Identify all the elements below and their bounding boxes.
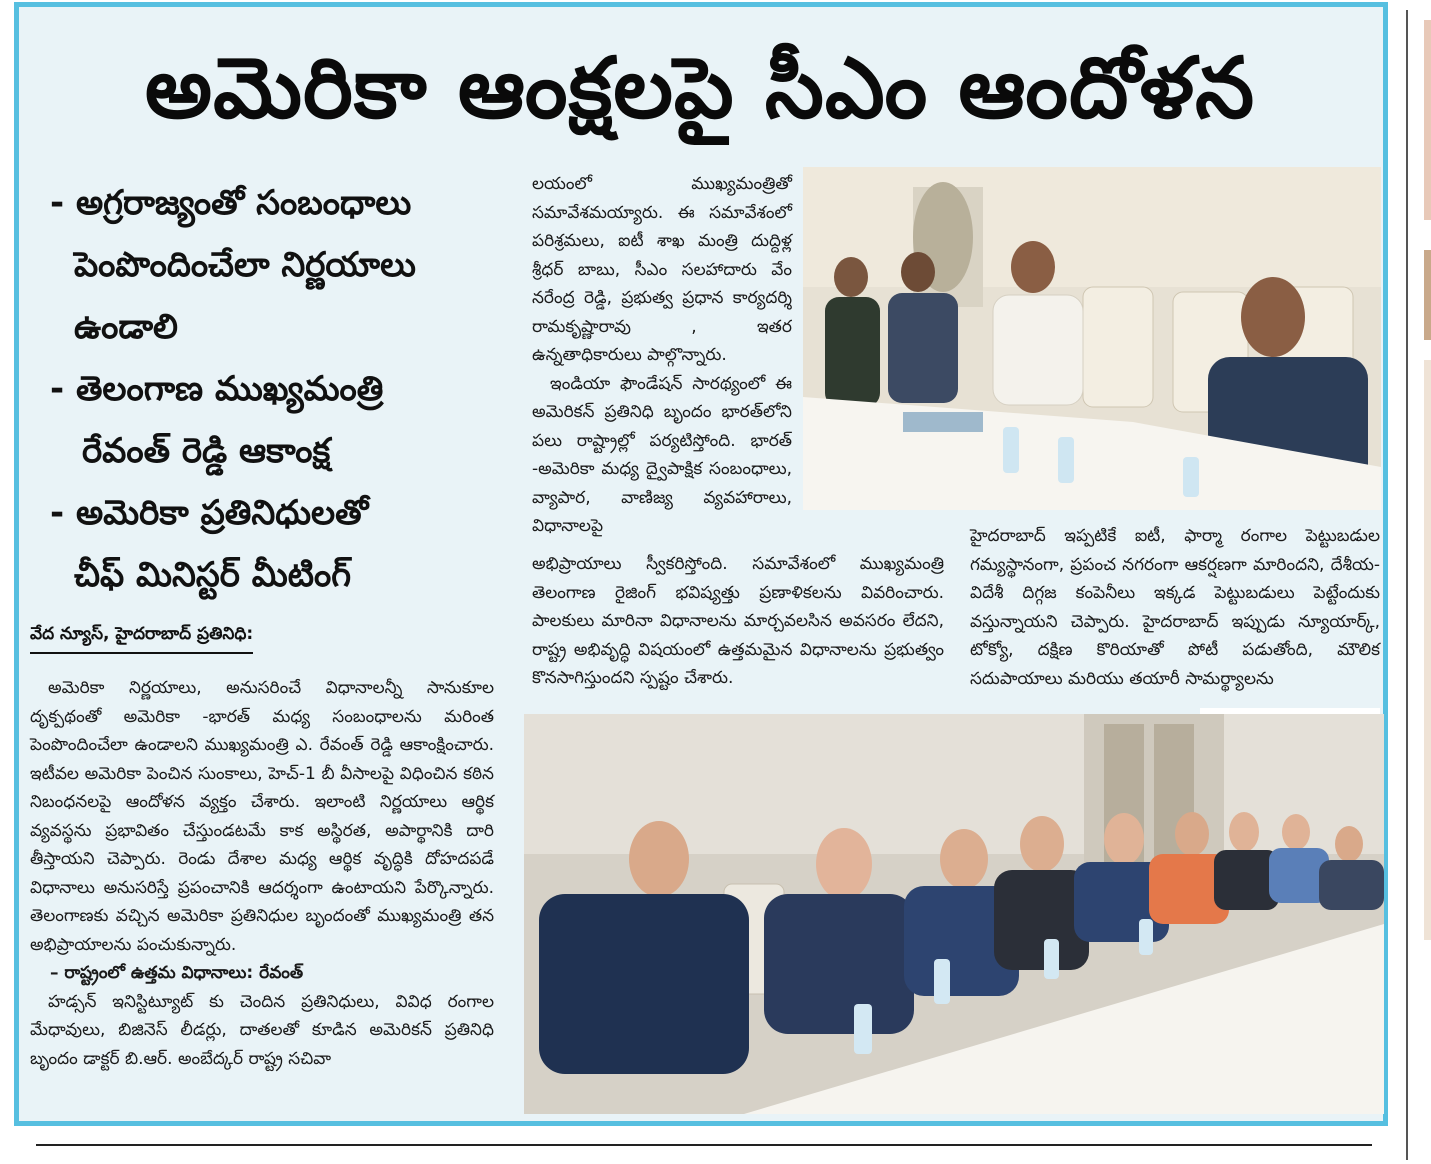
- adjacent-page-strip-3: [1424, 360, 1431, 940]
- highlight-3-line-2: చీఫ్ మినిస్టర్ మీటింగ్: [74, 555, 352, 595]
- adjacent-page-strip-1: [1424, 20, 1431, 220]
- middle-paragraph-1: లయంలో ముఖ్యమంత్రితో సమావేశమయ్యారు. ఈ సమావేశంలో పరిశ్రమలు, ఐటీ శాఖ మంత్రి దుద్దిళ్ల శ్రీధర్ బాబు, సీఎం సలహాదారు వేం నరేంద్ర రెడ్డి, ప్రభుత్వ ప్రధాన కార్యదర్శి రామకృష్ణారావు , ఇతర ఉన్నతాధికారులు పాల్గొన్నారు.: [532, 174, 792, 365]
- left-paragraph-1: అమెరికా నిర్ణయాలు, అనుసరించే విధానాలన్నీ సానుకూల దృక్పథంతో అమెరికా -భారత్ మధ్య సంబంధాలను మరింత పెంపొందించేలా ఉండాలని ముఖ్యమంత్రి ఎ. రేవంత్ రెడ్డి ఆకాంక్షించారు. ఇటీవల అమెరికా పెంచిన సుంకాలు, హెచ్-1 బీ వీసాలపై విధించిన కఠిన నిబంధనలపై ఆందోళన వ్యక్తం చేశారు. ఇలాంటి నిర్ణయాలు ఆర్థిక వ్యవస్థను ప్రభావితం చేస్తుండటమే కాక అస్థిరత, అపార్థానికి దారి తీస్తాయని చెప్పారు. రెండు దేశాల మధ్య ఆర్థిక వృద్ధికి దోహదపడే విధానాలు అనుసరిస్తే ప్రపంచానికి ఆదర్శంగా ఉంటాయని పేర్కొన్నారు. తెలంగాణకు వచ్చిన అమెరికా ప్రతినిధుల బృందంతో ముఖ్యమంత్రి తన అభిప్రాయాలను పంచుకున్నారు.: [30, 678, 494, 955]
- meeting-photo-top-image: [803, 167, 1381, 510]
- left-column: [30, 674, 494, 1073]
- highlight-1-line-1: - అగ్రరాజ్యంతో సంబంధాలు: [50, 183, 412, 223]
- section-subhead: – రాష్ట్రంలో ఉత్తమ విధానాలు: రేవంత్: [50, 963, 304, 983]
- adjacent-page-strip-2: [1424, 250, 1431, 340]
- headline: అమెరికా ఆంక్షలపై సీఎం ఆందోళన: [144, 39, 1256, 137]
- delegation-photo-bottom-image: [524, 714, 1384, 1114]
- highlight-1-line-2: పెంపొందించేలా నిర్ణయాలు: [74, 245, 416, 285]
- byline: వేద న్యూస్, హైదరాబాద్ ప్రతినిధి:: [30, 624, 253, 654]
- left-paragraph-2: హడ్సన్ ఇనిస్టిట్యూట్ కు చెందిన ప్రతినిధులు, వివిధ రంగాల మేధావులు, బిజినెస్ లీడర్లు, దాతలతో కూడిన అమెరికన్ ప్రతినిధి బృందం డాక్టర్ బి.ఆర్. అంబేద్కర్ రాష్ట్ర సచివా: [30, 991, 494, 1069]
- bottom-rule: [36, 1144, 1372, 1146]
- highlight-3-line-1: - అమెరికా ప్రతినిధులతో: [50, 493, 369, 533]
- page-divider: [1406, 10, 1408, 1160]
- highlight-1-line-3: ఉండాలి: [74, 307, 178, 347]
- highlight-2-line-2: రేవంత్ రెడ్డి ఆకాంక్ష: [82, 431, 331, 471]
- middle-column-bottom: అభిప్రాయాలు స్వీకరిస్తోంది. సమావేశంలో ముఖ్యమంత్రి తెలంగాణ రైజింగ్ భవిష్యత్తు ప్రణాళికలను వివరించారు. పాలకులు మారినా విధానాలను మార్చవలసిన అవసరం లేదని, రాష్ట్ర అభివృద్ధి విషయంలో ఉత్తమమైన విధానాలను ప్రభుత్వం కొనసాగిస్తుందని స్పష్టం చేశారు.: [532, 554, 944, 688]
- right-column: హైదరాబాద్ ఇప్పటికే ఐటీ, ఫార్మా రంగాల పెట్టుబడుల గమ్యస్థానంగా, ప్రపంచ నగరంగా ఆకర్షణగా మారిందని, దేశీయ-విదేశీ దిగ్గజ కంపెనీలు ఇక్కడ పెట్టుబడులు పెట్టేందుకు వస్తున్నాయని చెప్పారు. హైదరాబాద్ ఇప్పుడు న్యూయార్క్, టోక్యో, దక్షిణ కొరియాతో పోటీ పడుతోంది, మౌలిక సదుపాయాలు మరియు తయారీ సామర్థ్యాలను: [970, 526, 1380, 689]
- middle-paragraph-2: ఇండియా ఫౌండేషన్ సారథ్యంలో ఈ అమెరికన్ ప్రతినిధి బృందం భారత్‌లోని పలు రాష్ట్రాల్లో పర్యటిస్తోంది. భారత్ -అమెరికా మధ్య ద్వైపాక్షిక సంబంధాలు, వ్యాపార, వాణిజ్య వ్యవహారాలు, విధానాలపై: [532, 373, 792, 536]
- highlight-2-line-1: - తెలంగాణ ముఖ్యమంత్రి: [50, 369, 384, 409]
- meeting-photo-top: [803, 167, 1381, 510]
- highlights: [50, 172, 520, 606]
- middle-column-top: [532, 170, 792, 541]
- delegation-photo-bottom: [524, 714, 1384, 1114]
